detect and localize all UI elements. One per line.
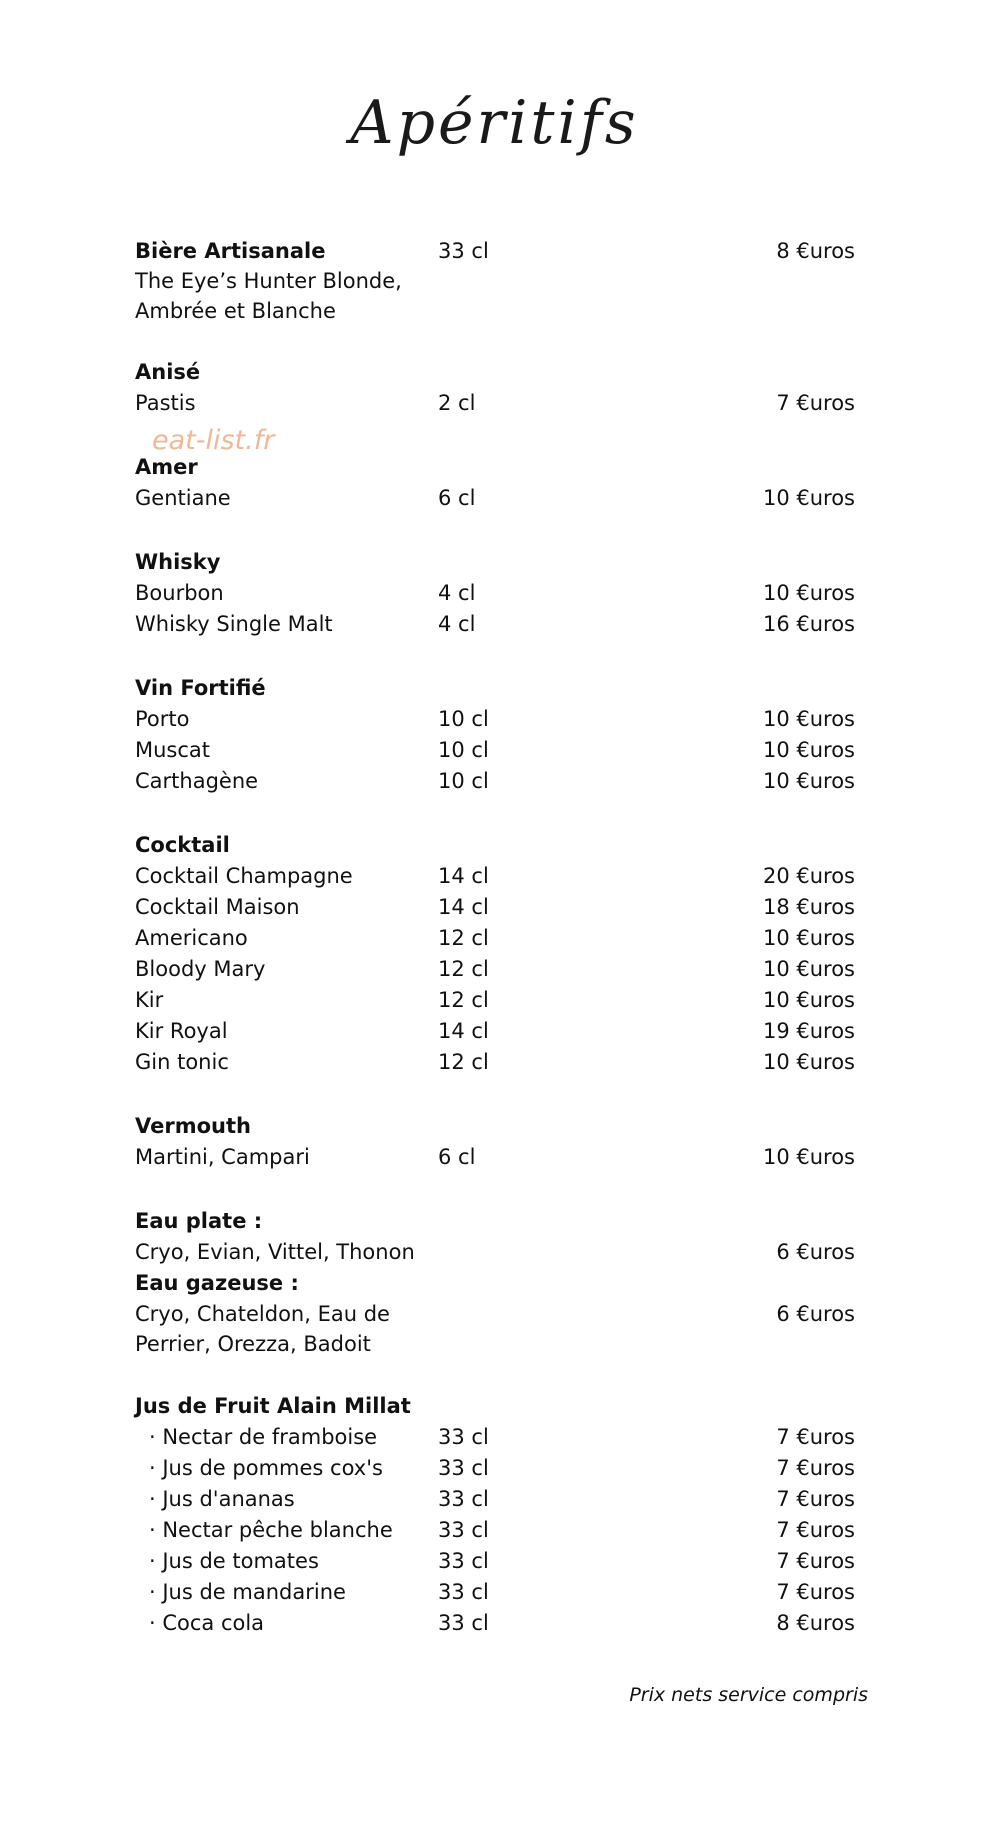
item-name: Pastis	[135, 391, 196, 415]
item-name: · Nectar de framboise	[149, 1425, 378, 1449]
item-name: Eau gazeuse :	[135, 1271, 299, 1295]
section-heading	[135, 236, 855, 266]
menu-item	[135, 704, 855, 734]
item-name: Bloody Mary	[135, 957, 266, 981]
item-price: 8 €uros	[776, 1611, 855, 1635]
item-price: 10 €uros	[762, 926, 855, 950]
item-name: Gin tonic	[135, 1050, 229, 1074]
item-price: 7 €uros	[776, 1425, 855, 1449]
item-volume: 10 cl	[438, 707, 489, 731]
item-price: 7 €uros	[776, 1518, 855, 1542]
section-heading	[135, 1206, 855, 1236]
menu-item	[135, 609, 855, 639]
item-name: · Jus d'ananas	[149, 1487, 295, 1511]
item-price: 7 €uros	[776, 391, 855, 415]
item-name: Kir Royal	[135, 1019, 228, 1043]
footer-note: Prix nets service compris	[629, 1684, 868, 1706]
menu-item	[135, 892, 855, 922]
section-heading	[135, 547, 855, 577]
section-heading	[135, 357, 855, 387]
item-price: 6 €uros	[776, 1302, 855, 1326]
menu-item	[135, 1329, 855, 1359]
item-name: Cocktail Champagne	[135, 864, 353, 888]
menu-item	[135, 1016, 855, 1046]
menu-item	[135, 1608, 855, 1638]
menu-item	[135, 954, 855, 984]
item-name: Vermouth	[135, 1114, 251, 1138]
item-volume: 4 cl	[438, 581, 476, 605]
menu-item	[135, 1577, 855, 1607]
item-price: 7 €uros	[776, 1487, 855, 1511]
item-volume: 33 cl	[438, 1611, 489, 1635]
item-name: Gentiane	[135, 486, 231, 510]
item-name: · Jus de mandarine	[149, 1580, 346, 1604]
item-price: 20 €uros	[762, 864, 855, 888]
item-name: Bourbon	[135, 581, 224, 605]
menu-item	[135, 1453, 855, 1483]
item-volume: 2 cl	[438, 391, 476, 415]
item-volume: 14 cl	[438, 895, 489, 919]
item-price: 10 €uros	[762, 988, 855, 1012]
item-volume: 14 cl	[438, 864, 489, 888]
item-name: Carthagène	[135, 769, 259, 793]
item-volume: 12 cl	[438, 988, 489, 1012]
menu-item	[135, 1047, 855, 1077]
item-volume: 33 cl	[438, 1487, 489, 1511]
item-price: 8 €uros	[776, 239, 855, 263]
item-price: 10 €uros	[762, 1145, 855, 1169]
menu-item	[135, 766, 855, 796]
menu-item	[135, 578, 855, 608]
menu-item	[135, 861, 855, 891]
page-title: Apéritifs	[350, 88, 639, 158]
item-name: · Coca cola	[149, 1611, 265, 1635]
menu-item	[135, 1142, 855, 1172]
watermark: eat-list.fr	[152, 425, 275, 456]
item-name: Perrier, Orezza, Badoit	[135, 1332, 371, 1356]
item-name: Whisky Single Malt	[135, 612, 333, 636]
item-volume: 12 cl	[438, 957, 489, 981]
item-name: Eau plate :	[135, 1209, 263, 1233]
item-name: Cocktail	[135, 833, 230, 857]
item-volume: 33 cl	[438, 1456, 489, 1480]
menu-item	[135, 735, 855, 765]
item-price: 10 €uros	[762, 738, 855, 762]
item-price: 10 €uros	[762, 486, 855, 510]
item-name: Kir	[135, 988, 164, 1012]
item-name: Anisé	[135, 360, 201, 384]
item-price: 10 €uros	[762, 769, 855, 793]
item-volume: 10 cl	[438, 738, 489, 762]
item-price: 7 €uros	[776, 1549, 855, 1573]
menu-item	[135, 923, 855, 953]
menu-item	[135, 1484, 855, 1514]
item-name: Americano	[135, 926, 248, 950]
item-volume: 4 cl	[438, 612, 476, 636]
item-price: 18 €uros	[762, 895, 855, 919]
section-heading	[135, 1391, 855, 1421]
section-heading	[135, 673, 855, 703]
item-price: 7 €uros	[776, 1580, 855, 1604]
item-volume: 33 cl	[438, 1580, 489, 1604]
item-price: 16 €uros	[762, 612, 855, 636]
item-volume: 33 cl	[438, 1549, 489, 1573]
item-price: 7 €uros	[776, 1456, 855, 1480]
item-name: Martini, Campari	[135, 1145, 310, 1169]
section-heading	[135, 1111, 855, 1141]
menu-item	[135, 266, 855, 296]
item-name: Cocktail Maison	[135, 895, 300, 919]
item-volume: 10 cl	[438, 769, 489, 793]
item-price: 10 €uros	[762, 957, 855, 981]
item-volume: 33 cl	[438, 239, 489, 263]
item-volume: 6 cl	[438, 486, 476, 510]
menu-item	[135, 1422, 855, 1452]
item-name: · Jus de tomates	[149, 1549, 319, 1573]
item-volume: 12 cl	[438, 1050, 489, 1074]
item-volume: 14 cl	[438, 1019, 489, 1043]
item-name: Ambrée et Blanche	[135, 299, 336, 323]
menu-item	[135, 483, 855, 513]
item-name: Jus de Fruit Alain Millat	[135, 1394, 411, 1418]
item-name: Bière Artisanale	[135, 239, 326, 263]
menu-item	[135, 1299, 855, 1329]
item-name: · Nectar pêche blanche	[149, 1518, 393, 1542]
menu-item	[135, 296, 855, 326]
item-price: 6 €uros	[776, 1240, 855, 1264]
item-name: The Eye’s Hunter Blonde,	[135, 269, 402, 293]
menu-item	[135, 1515, 855, 1545]
item-volume: 33 cl	[438, 1425, 489, 1449]
section-heading	[135, 830, 855, 860]
item-name: Whisky	[135, 550, 221, 574]
section-heading	[135, 452, 855, 482]
item-name: Cryo, Evian, Vittel, Thonon	[135, 1240, 415, 1264]
item-volume: 6 cl	[438, 1145, 476, 1169]
menu-item	[135, 1546, 855, 1576]
menu-item	[135, 1237, 855, 1267]
item-name: · Jus de pommes cox's	[149, 1456, 383, 1480]
item-name: Vin Fortifié	[135, 676, 266, 700]
item-name: Muscat	[135, 738, 211, 762]
item-price: 10 €uros	[762, 581, 855, 605]
item-volume: 12 cl	[438, 926, 489, 950]
item-name: Amer	[135, 455, 198, 479]
menu-item	[135, 985, 855, 1015]
item-name: Cryo, Chateldon, Eau de	[135, 1302, 390, 1326]
menu-item	[135, 388, 855, 418]
item-price: 10 €uros	[762, 707, 855, 731]
item-volume: 33 cl	[438, 1518, 489, 1542]
item-name: Porto	[135, 707, 190, 731]
item-price: 19 €uros	[762, 1019, 855, 1043]
item-price: 10 €uros	[762, 1050, 855, 1074]
section-heading	[135, 1268, 855, 1298]
